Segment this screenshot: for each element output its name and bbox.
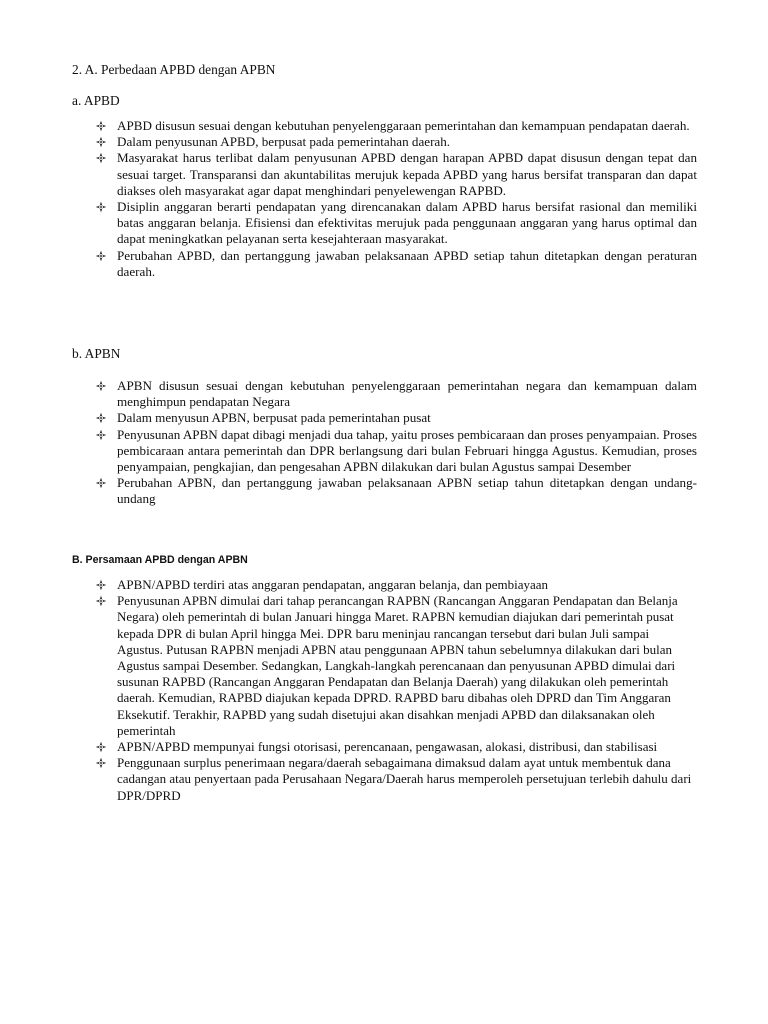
diamond-bullet-icon [95,429,107,441]
list-item: APBD disusun sesuai dengan kebutuhan penyelenggaraan pemerintahan dan kemampuan pendapatan daerah. [117,118,697,134]
diamond-bullet-icon [95,477,107,489]
persamaan-list [0,577,768,804]
diamond-bullet-icon [95,152,107,164]
list-item: Masyarakat harus terlibat dalam penyusunan APBD dengan harapan APBD dapat disusun dengan tepat dan sesuai target. Transparansi dan akuntabilitas merujuk kepada APBD yang harus bersifat transparan dan dapat diakses oleh masyarakat agar dapat menghindari penyelewengan RAPBD. [117,150,697,199]
diamond-bullet-icon [95,201,107,213]
diamond-bullet-icon [95,120,107,132]
list-item: APBN disusun sesuai dengan kebutuhan penyelenggaraan pemerintahan negara dan kemampuan dalam menghimpun pendapatan Negara [117,378,697,410]
diamond-bullet-icon [95,412,107,424]
list-item: Dalam menyusun APBN, berpusat pada pemerintahan pusat [117,410,697,426]
list-item: Penyusunan APBN dapat dibagi menjadi dua tahap, yaitu proses pembicaraan dan proses penyampaian. Proses pembicaraan antara pemerintah dan DPR berlangsung dari bulan Februari hingga Agustus. Kemudian, proses penyampaian, pengkajian, dan pengesahan APBN dilakukan dari bulan Agustus sampai Desember [117,427,697,476]
apbn-list [0,378,768,508]
diamond-bullet-icon [95,136,107,148]
list-item: Penyusunan APBN dimulai dari tahap perancangan RAPBN (Rancangan Anggaran Pendapatan dan Belanja Negara) oleh pemerintah di bulan Januari hingga Maret. RAPBN kemudian diajukan dari pemerintah pusat kepada DPR di bulan April hingga Mei. DPR baru meninjau rancangan tersebut dari bulan Juli sampai Agustus. Putusan RAPBN menjadi APBN atau penggunaan APBN tahun sebelumnya dilakukan dari bulan Agustus sampai Desember. Sedangkan, Langkah-langkah perencanaan dan penyusunan APBD dimulai dari susunan RAPBD (Rancangan Anggaran Pendapatan dan Belanja Daerah) yang dilakukan oleh pemerintah daerah. Kemudian, RAPBD diajukan kepada DPRD. RAPBD baru dibahas oleh DPRD dan Tim Anggaran Eksekutif. Terakhir, RAPBD yang sudah disetujui akan disahkan menjadi APBD dan dilaksanakan oleh pemerintah [117,593,697,739]
diamond-bullet-icon [95,579,107,591]
list-item: Dalam penyusunan APBD, berpusat pada pemerintahan daerah. [117,134,697,150]
section-b-title: b. APBN [72,346,121,361]
diamond-bullet-icon [95,741,107,753]
diamond-bullet-icon [95,250,107,262]
list-item: Perubahan APBN, dan pertanggung jawaban pelaksanaan APBN setiap tahun ditetapkan dengan undang-undang [117,475,697,507]
diamond-bullet-icon [95,595,107,607]
list-item: Penggunaan surplus penerimaan negara/daerah sebagaimana dimaksud dalam ayat untuk membentuk dana cadangan atau penyertaan pada Perusahaan Negara/Daerah harus memperoleh persetujuan terlebih dahulu dari DPR/DPRD [117,755,697,804]
diamond-bullet-icon [95,380,107,392]
list-item: APBN/APBD mempunyai fungsi otorisasi, perencanaan, pengawasan, alokasi, distribusi, dan stabilisasi [117,739,697,755]
list-item: Perubahan APBD, dan pertanggung jawaban pelaksanaan APBD setiap tahun ditetapkan dengan peraturan daerah. [117,248,697,280]
list-item: APBN/APBD terdiri atas anggaran pendapatan, anggaran belanja, dan pembiayaan [117,577,697,593]
list-item: Disiplin anggaran berarti pendapatan yang direncanakan dalam APBD harus bersifat rasional dan memiliki batas anggaran belanja. Efisiensi dan efektivitas merujuk pada penggunaan anggaran yang harus optimal dan dapat meningkatkan pelayanan serta kesejahteraan masyarakat. [117,199,697,248]
apbd-list [0,118,768,280]
diamond-bullet-icon [95,757,107,769]
main-heading: 2. A. Perbedaan APBD dengan APBN [72,62,276,77]
section-a-title: a. APBD [72,93,120,108]
section-persamaan-title: B. Persamaan APBD dengan APBN [72,554,248,566]
